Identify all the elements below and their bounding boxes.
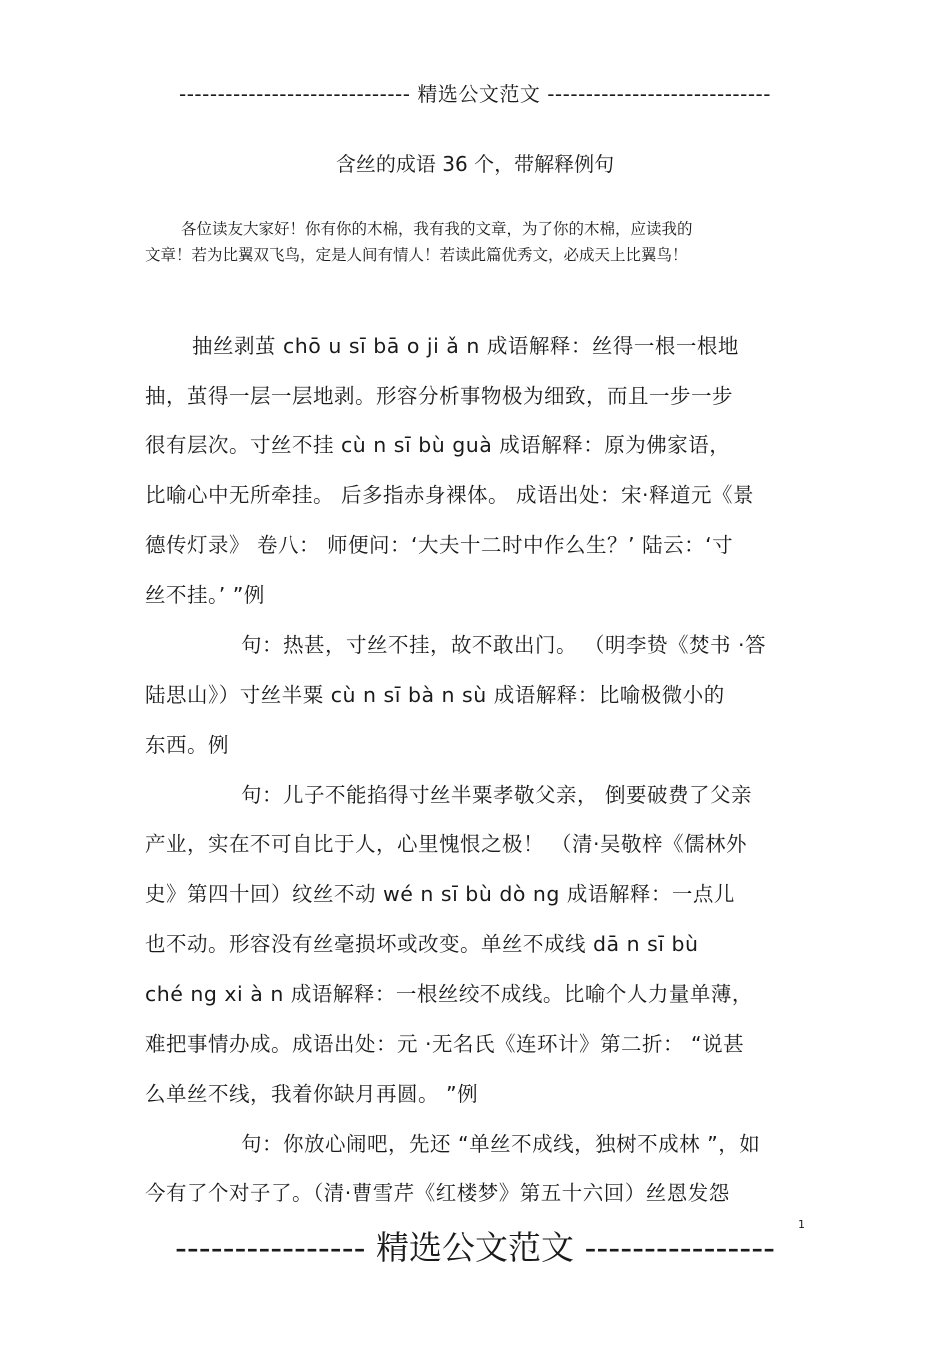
intro-line: 各位读友大家好！你有你的木棉，我有我的文章，为了你的木棉，应读我的 bbox=[181, 220, 693, 238]
body-line: 句：儿子不能掐得寸丝半粟孝敬父亲， 倒要破费了父亲 bbox=[241, 783, 753, 807]
document-title: 含丝的成语 36 个，带解释例句 bbox=[335, 152, 615, 176]
page-header: ------------------------------ 精选公文范文 ----------------------------- bbox=[178, 82, 771, 106]
body-line: 丝不挂。’ ”例 bbox=[145, 583, 265, 607]
page-footer: ---------------- 精选公文范文 ---------------- bbox=[174, 1228, 776, 1267]
body-line: 句：你放心闹吧，先还 “单丝不成线，独树不成林 ”，如 bbox=[241, 1132, 761, 1156]
body-line: 比喻心中无所牵挂。 后多指赤身裸体。 成语出处：宋·释道元《景 bbox=[145, 483, 755, 507]
body-line: 今有了个对子了。（清·曹雪芹《红楼梦》第五十六回）丝恩发怨 bbox=[145, 1181, 730, 1205]
body-line: 抽，茧得一层一层地剥。形容分析事物极为细致，而且一步一步 bbox=[145, 384, 733, 408]
body-line: 德传灯录》 卷八： 师便问：‘大夫十二时中作么生？’ 陆云：‘寸 bbox=[145, 533, 734, 557]
body-line: 东西。例 bbox=[145, 733, 229, 757]
body-line: 难把事情办成。成语出处：元 ·无名氏《连环计》第二折： “说甚 bbox=[145, 1032, 745, 1056]
body-line: 句：热甚，寸丝不挂，故不敢出门。 （明李贽《焚书 ·答 bbox=[241, 633, 767, 657]
body-line: 抽丝剥茧 chō u sī bā o ji ǎ n 成语解释：丝得一根一根地 bbox=[192, 334, 739, 358]
body-line: 也不动。形容没有丝毫损坏或改变。单丝不成线 dā n sī bù bbox=[145, 932, 699, 956]
body-line: 陆思山》）寸丝半粟 cù n sī bà n sù 成语解释：比喻极微小的 bbox=[145, 683, 725, 707]
page-number: 1 bbox=[798, 1218, 805, 1231]
body-line: ché ng xi à n 成语解释：一根丝绞不成线。比喻个人力量单薄， bbox=[145, 982, 753, 1006]
body-line: 产业，实在不可自比于人，心里愧恨之极！ （清·吴敬梓《儒林外 bbox=[145, 832, 748, 856]
body-line: 么单丝不线，我着你缺月再圆。 ”例 bbox=[145, 1082, 479, 1106]
body-line: 史》第四十回）纹丝不动 wé n sī bù dò ng 成语解释：一点儿 bbox=[145, 882, 735, 906]
body-line: 很有层次。寸丝不挂 cù n sī bù guà 成语解释：原为佛家语， bbox=[145, 433, 731, 457]
intro-line: 文章！若为比翼双飞鸟，定是人间有情人！若读此篇优秀文，必成天上比翼鸟！ bbox=[145, 246, 688, 264]
